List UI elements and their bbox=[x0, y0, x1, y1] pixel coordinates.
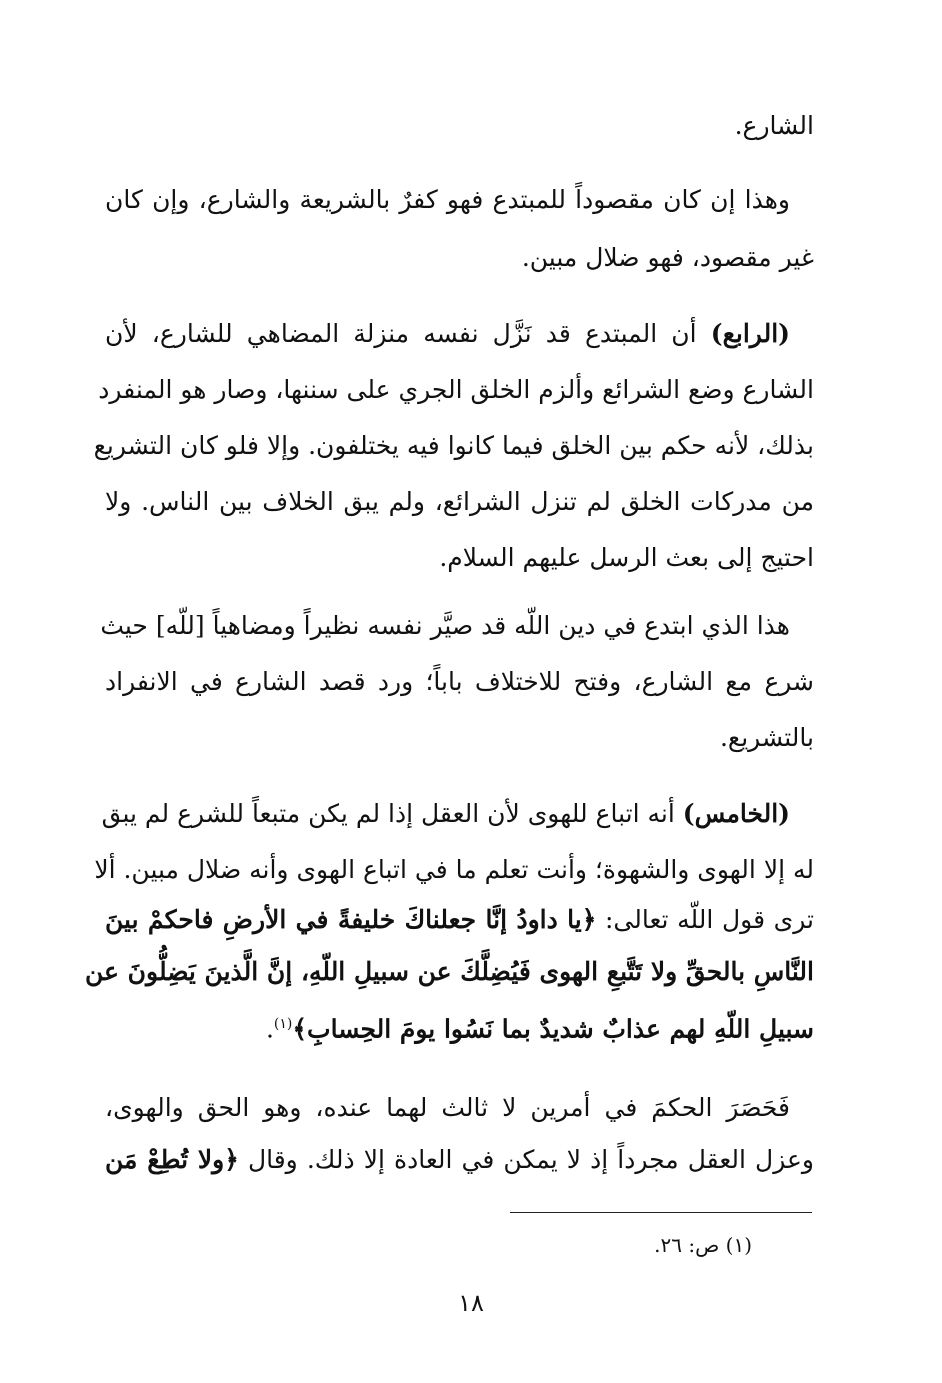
text-line: (الرابع) أن المبتدع قد نَزَّل نفسه منزلة المضاهي للشارع، لأن bbox=[105, 319, 790, 348]
footnote-marker: (١) bbox=[273, 1016, 293, 1032]
text-line: وعزل العقل مجرداً إذ لا يمكن في العادة إلا ذلك. وقال ﴿ولا تُطِعْ مَن bbox=[105, 1145, 814, 1174]
text-line: (الخامس) أنه اتباع للهوى لأن العقل إذا لم يكن متبعاً للشرع لم يبق bbox=[101, 799, 790, 828]
text-line: بذلك، لأنه حكم بين الخلق فيما كانوا فيه يختلفون. وإلا فلو كان التشريع bbox=[93, 431, 814, 460]
quran-verse: ﴿يا داودُ إنَّا جعلناكَ خليفةً في الأرضِ فاحكمْ بينَ bbox=[105, 905, 597, 934]
section-marker: (الرابع) bbox=[710, 319, 790, 348]
text-line: بالتشريع. bbox=[719, 723, 814, 752]
page-number: ١٨ bbox=[458, 1289, 484, 1317]
footnote-separator bbox=[510, 1212, 812, 1213]
quran-verse: ﴿ولا تُطِعْ مَن bbox=[105, 1145, 239, 1174]
text-line: احتيج إلى بعث الرسل عليهم السلام. bbox=[439, 543, 814, 572]
text-line: سبيلِ اللّهِ لهم عذابٌ شديدٌ بما نَسُوا يومَ الحِسابِ﴾$^{(١)}$. bbox=[265, 1014, 814, 1044]
section-marker: (الخامس) bbox=[682, 799, 790, 828]
quran-verse-line: النَّاسِ بالحقِّ ولا تَتَّبعِ الهوى فَيُضِلَّكَ عن سبيلِ اللّهِ، إنَّ الَّذينَ يَضِلُّونَ عن bbox=[85, 957, 814, 986]
text-line: الشارع. bbox=[734, 111, 814, 140]
text-line: هذا الذي ابتدع في دين اللّه قد صيَّر نفسه نظيراً ومضاهياً [للّه] حيث bbox=[100, 611, 790, 640]
text-line: له إلا الهوى والشهوة؛ وأنت تعلم ما في اتباع الهوى وأنه ضلال مبين. ألا bbox=[94, 855, 814, 884]
text-line: من مدركات الخلق لم تنزل الشرائع، ولم يبق الخلاف بين الناس. ولا bbox=[105, 487, 814, 516]
text-line: فَحَصَرَ الحكمَ في أمرين لا ثالث لهما عنده، وهو الحق والهوى، bbox=[105, 1093, 790, 1122]
text-line: غير مقصود، فهو ضلال مبين. bbox=[521, 243, 814, 272]
text-line: ترى قول اللّه تعالى: ﴿يا داودُ إنَّا جعلناكَ خليفةً في الأرضِ فاحكمْ بينَ bbox=[105, 905, 814, 934]
text-line: الشارع وضع الشرائع وألزم الخلق الجري على سننها، وصار هو المنفرد bbox=[98, 375, 814, 404]
text-line: شرع مع الشارع، وفتح للاختلاف باباً؛ ورد قصد الشارع في الانفراد bbox=[105, 667, 814, 696]
text-line: وهذا إن كان مقصوداً للمبتدع فهو كفرٌ بالشريعة والشارع، وإن كان bbox=[105, 185, 790, 214]
quran-verse: سبيلِ اللّهِ لهم عذابٌ شديدٌ بما نَسُوا يومَ الحِسابِ﴾ bbox=[292, 1014, 814, 1044]
footnote: (١) ص: ٢٦. bbox=[654, 1233, 752, 1257]
